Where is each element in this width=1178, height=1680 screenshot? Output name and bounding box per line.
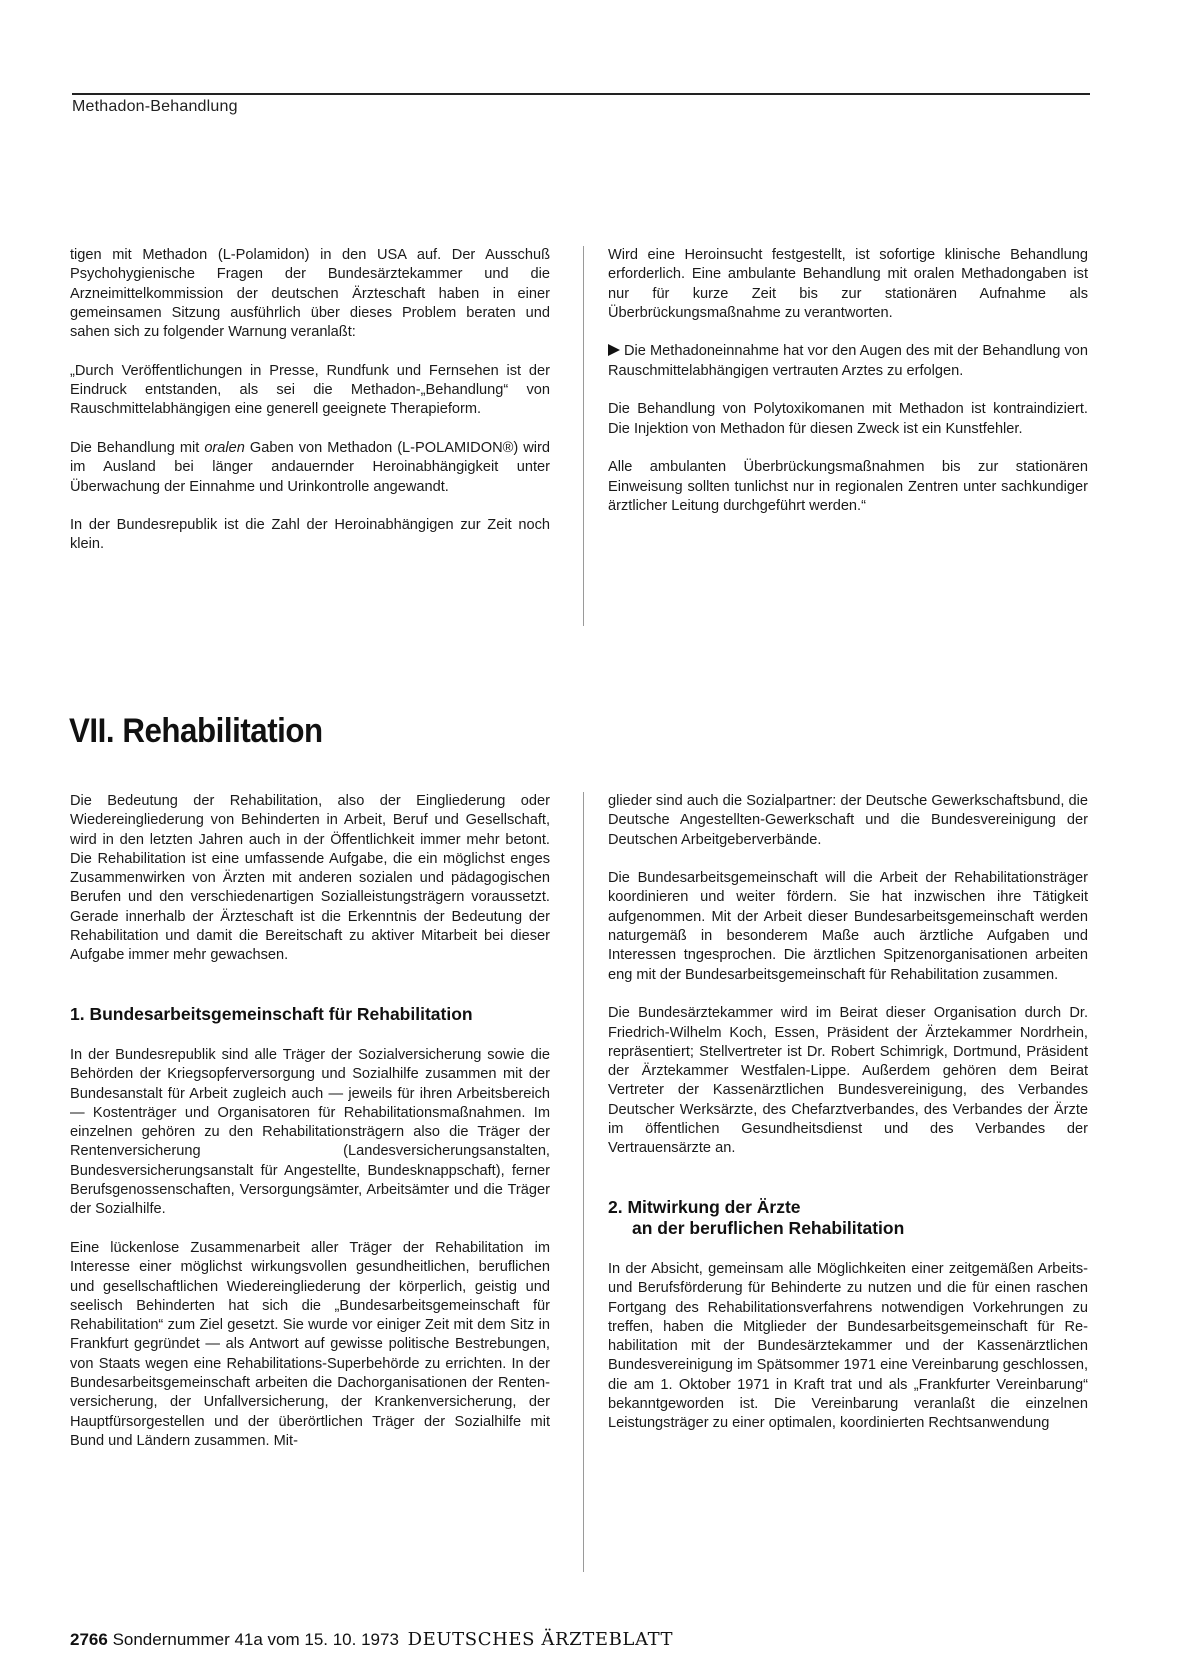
paragraph: Die Bundesärztekammer wird im Beirat dieser Organisation durch Dr. Friedrich-Wilhelm Koch, Essen, Präsident der Ärztekammer Nordrhein, repräsentiert; Stellvertreter ist Dr. Robert Schimrigk, Dortmund, Präsident der Ärztekammer Westfalen-Lippe. Außerdem gehören dem Beirat Vertreter der Kassenärztlichen Bundesvereinigung, des Verbandes Deutscher Werksärzte, des Chefarztverbandes, des Verbandes der Ärzte im öffentlichen Gesundheitsdienst und des Verbandes der Vertrauensärzte an. bbox=[608, 1005, 1088, 1157]
paragraph bbox=[608, 342, 1088, 381]
column-divider bbox=[583, 792, 584, 1572]
paragraph: In der Absicht, gemeinsam alle Möglichkeiten einer zeitgemäßen Arbeits- und Berufsförderung für Behinderte zu nutzen und die für einen raschen Fortgang des Rehabilitationsverfahrens notwendigen Vorkehrungen zu treffen, haben die Mitglieder der Bundesarbeitsgemeinschaft für Rehabilitation mit der Bundesärztekammer und der Kassenärztlichen Bundesvereinigung im Spätsommer 1971 eine Vereinbarung geschlossen, die am 1. Oktober 1971 in Kraft trat und als „Frankfurter Vereinbarung“ bekanntgeworden ist. Die Vereinbarung veranlaßt die einzelnen Leistungsträger zu einer optimalen, koordinierten Rechtsanwendung bbox=[608, 1260, 1088, 1432]
paragraph: Die Behandlung von Polytoxikomanen mit Methadon ist kontraindiziert. Die Injektion von Methadon für diesen Zweck ist ein Kunstfehler. bbox=[608, 401, 1088, 437]
section-heading-line: an der beruflichen Rehabilitation bbox=[632, 1217, 905, 1238]
paragraph: Alle ambulanten Überbrückungsmaßnahmen bis zur stationären Einweisung sollten tunlichst nur in regionalen Zentren unter sachkundiger ärztlicher Leitung durchgeführt werden.“ bbox=[608, 459, 1088, 514]
emphasis-text: oralen bbox=[204, 439, 245, 456]
top-right-column bbox=[608, 246, 1088, 516]
paragraph: glieder sind auch die Sozialpartner: der Deutsche Gewerkschaftsbund, die Deutsche Angestellten-Gewerkschaft und die Bundesvereinigung der Deutschen Arbeitgeberverbände. bbox=[608, 793, 1088, 848]
arrow-bullet-icon bbox=[608, 344, 620, 356]
header-rule bbox=[72, 93, 1090, 95]
paragraph: In der Bundesrepublik sind alle Träger der Sozialversicherung sowie die Behörden der Kriegsopferversorgung und Sozialhilfe zusammen mit der Bundesanstalt für Arbeit zugleich auch — jeweils für ihren Arbeitsbereich — Kostenträger und Organisatoren für Rehabilitationsmaßnahmen. Im einzelnen gehören zu den Rehabilitationsträgern also die Träger der Rentenversicherung (Landesversicherungsanstalten, Bundesversicherungsanstalt für Angestellte, Bundesknappschaft), ferner Berufsgenossenschaften, Versorgungsämter, Arbeitsämter und die Träger der Sozialhilfe. bbox=[70, 1046, 550, 1218]
page-footer bbox=[70, 1629, 673, 1650]
text-run: Die Behandlung mit bbox=[70, 439, 205, 456]
paragraph: Eine lückenlose Zusammenarbeit aller Träger der Rehabilitation im Interesse einer möglichst wirkungsvollen gesundheitlichen, beruflichen und gesellschaftlichen Wiedereingliederung der körperlich, geistig und seelisch Behinderten hat sich die „Bundesarbeitsgemeinschaft für Rehabilitation“ zum Ziel gesetzt. Sie wurde vor einiger Zeit mit dem Sitz in Frankfurt gegründet — als Antwort auf gewisse politische Bestrebungen, von Staats wegen eine Rehabilitations-Superbehörde zu errichten. In der Bundesarbeitsgemeinschaft arbeiten die Dachorganisationen der Rentenversicherung, der Unfallversicherung, der Krankenversicherung, der Hauptfürsorgestellen und der überörtlichen Träger der Sozialhilfe mit Bund und Ländern zusammen. Mit- bbox=[70, 1239, 550, 1449]
page-number: 2766 bbox=[70, 1630, 108, 1649]
running-head: Methadon-Behandlung bbox=[72, 98, 238, 115]
section-heading-1: 1. Bundesarbeitsgemeinschaft für Rehabilitation bbox=[70, 1003, 473, 1024]
section-heading-2 bbox=[608, 1197, 1088, 1239]
journal-name: DEUTSCHES ÄRZTEBLATT bbox=[407, 1629, 674, 1650]
paragraph bbox=[70, 439, 550, 497]
paragraph: Die Bedeutung der Rehabilitation, also der Eingliederung oder Wiedereingliederung von Behinderten in Arbeit, Beruf und Gesellschaft, wird in den letzten Jahren auch in der Öffentlichkeit immer mehr betont. Die Rehabilitation ist eine umfassende Aufgabe, die ein möglichst enges Zusammenwirken von Ärzten mit anderen sozialen und pädagogischen Berufen und den verschiedenartigen Sozialleistungsträgern voraussetzt. Gerade innerhalb der Ärzteschaft ist die Erkenntnis der Bedeutung der Rehabilitation und damit die Bereitschaft zu aktiver Mitarbeit bei dieser Aufgabe immer mehr gewachsen. bbox=[70, 793, 550, 964]
paragraph: Die Bundesarbeitsgemeinschaft will die Arbeit der Rehabilitationsträger koordinieren und weiter fördern. Sie hat inzwischen ihre Tätigkeit aufgenommen. Mit der Arbeit dieser Bundesarbeitsgemeinschaft werden naturgemäß in besonderem Maße auch ärztliche Aufgaben und Interessen tngesprochen. Die ärztlichen Spitzenorganisationen arbeiten eng mit der Bundesarbeitsgemeinschaft für Rehabilitation zusammen. bbox=[608, 870, 1088, 983]
section-heading-line: 2. Mitwirkung der Ärzte bbox=[608, 1196, 801, 1217]
chapter-title: VII. Rehabilitation bbox=[69, 712, 323, 750]
spacer bbox=[608, 1178, 1088, 1197]
top-left-column bbox=[70, 246, 550, 555]
issue-info: Sondernummer 41a vom 15. 10. 1973 bbox=[112, 1630, 399, 1649]
paragraph: Wird eine Heroinsucht festgestellt, ist sofortige klinische Behandlung erforderlich. Eine ambulante Behandlung mit oralen Methadongaben ist nur für kurze Zeit bis zur stationären Aufnahme als Überbrückungsmaßnahme zu verantworten. bbox=[608, 247, 1088, 321]
text-run: Die Methadoneinnahme hat vor den Augen des mit der Behandlung von Rauschmittelabhängigen vertrauten Arztes zu erfolgen. bbox=[608, 343, 1088, 379]
paragraph: „Durch Veröffentlichungen in Presse, Rundfunk und Fernsehen ist der Eindruck entstanden, als sei die Methadon-„Behandlung“ von Rauschmittelabhängigen eine generell geeignete Therapieform. bbox=[70, 362, 550, 418]
text-run: Gaben von Methadon (L-POLAMIDON®) wird im Ausland bei länger andauernder Heroinabhängigkeit unter Überwachung der Einnahme und Urinkontrolle angewandt. bbox=[70, 439, 550, 495]
paragraph: tigen mit Methadon (L-Polamidon) in den USA auf. Der Ausschuß Psychohygienische Fragen der Bundesärztekammer und die Arzneimittelkommission der deutschen Ärzteschaft haben in einer gemeinsamen Sitzung ausführlich über dieses Problem beraten und sahen sich zu folgender Warnung veranlaßt: bbox=[70, 247, 550, 341]
spacer bbox=[70, 985, 550, 1004]
paragraph: In der Bundesrepublik ist die Zahl der Heroinabhängigen zur Zeit noch klein. bbox=[70, 517, 550, 553]
column-divider bbox=[583, 246, 584, 626]
bottom-left-column bbox=[70, 792, 550, 1451]
bottom-right-column bbox=[608, 792, 1088, 1434]
